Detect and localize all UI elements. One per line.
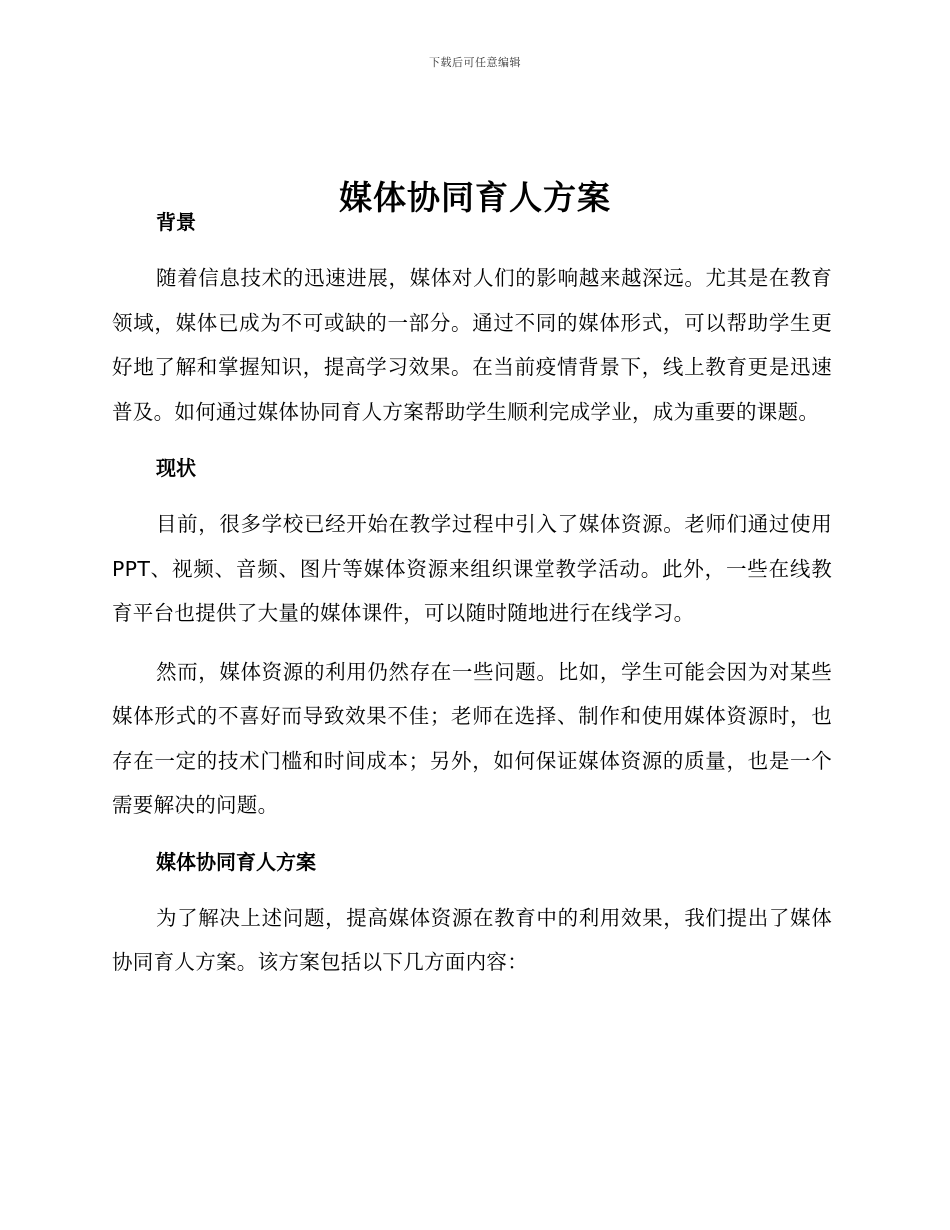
header-note: 下载后可任意编辑 [429,56,521,69]
document-body [112,200,832,985]
section-heading-status: 现状 [156,456,196,480]
section-heading-plan: 媒体协同育人方案 [156,849,316,874]
section-heading-background: 背景 [156,210,196,234]
paragraph-plan: 为了解决上述问题，提高媒体资源在教育中的利用效果，我们提出了媒体协同育人方案。该方案包括以下几方面内容： [112,905,832,974]
paragraph-status-2: 然而，媒体资源的利用仍然存在一些问题。比如，学生可能会因为对某些媒体形式的不喜好而导致效果不佳；老师在选择、制作和使用媒体资源时，也存在一定的技术门槛和时间成本；另外，如何保证媒体资源的质量，也是一个需要解决的问题。 [112,659,832,817]
paragraph-status-1: 目前，很多学校已经开始在教学过程中引入了媒体资源。老师们通过使用 PPT、视频、音频、图片等媒体资源来组织课堂教学活动。此外，一些在线教育平台也提供了大量的媒体课件，可以随时随地进行在线学习。 [112,512,832,625]
document-title: 媒体协同育人方案 [339,178,611,218]
paragraph-background: 随着信息技术的迅速进展，媒体对人们的影响越来越深远。尤其是在教育领域，媒体已成为不可或缺的一部分。通过不同的媒体形式，可以帮助学生更好地了解和掌握知识，提高学习效果。在当前疫情背景下，线上教育更是迅速普及。如何通过媒体协同育人方案帮助学生顺利完成学业，成为重要的课题。 [112,266,832,424]
